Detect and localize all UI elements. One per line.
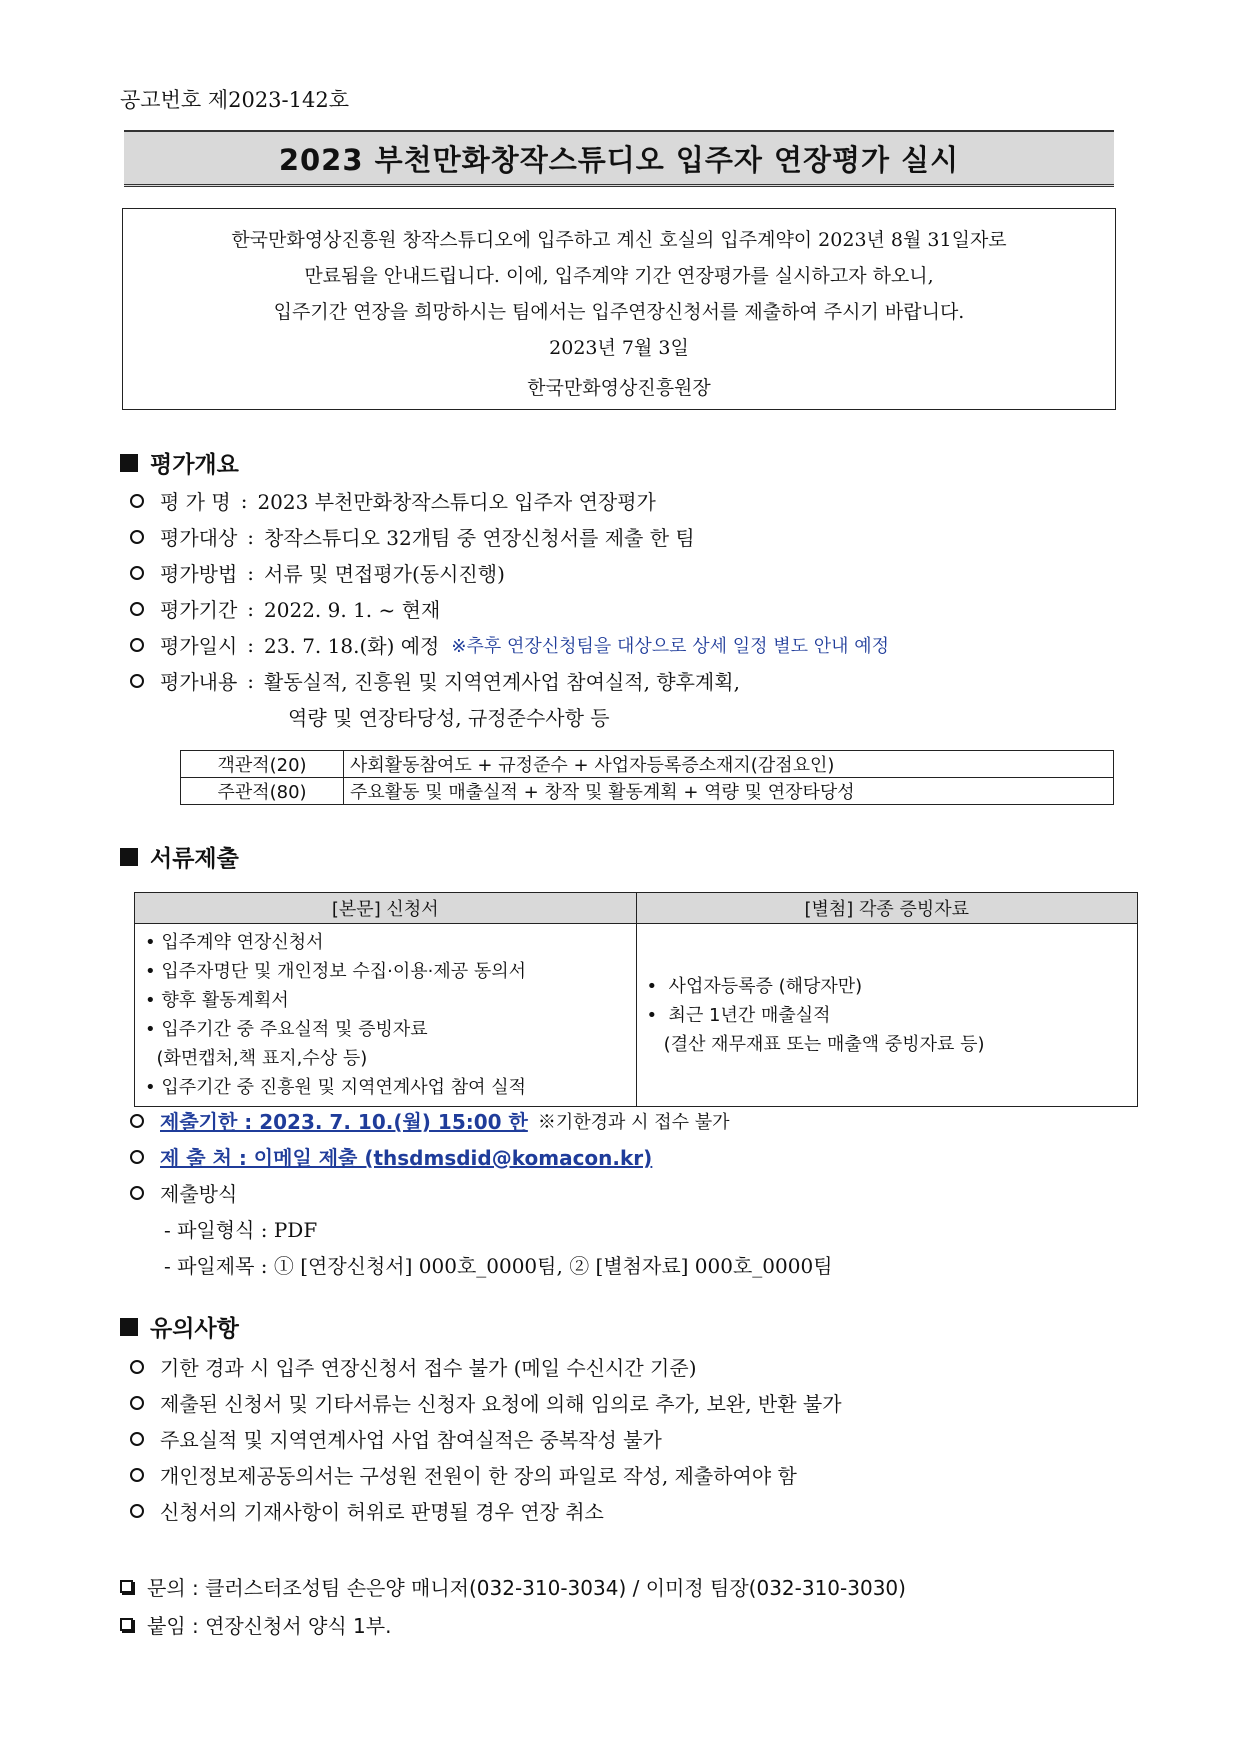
intro-line: 만료됨을 안내드립니다. 이에, 입주계약 기간 연장평가를 실시하고자 하오니, bbox=[304, 265, 934, 287]
criteria-value: 주요활동 및 매출실적 + 창작 및 활동계획 + 역량 및 연장타당성 bbox=[344, 778, 1114, 805]
circle-bullet-icon bbox=[130, 1432, 144, 1446]
circle-bullet-icon bbox=[130, 530, 144, 544]
box-bullet-icon bbox=[120, 1580, 133, 1593]
column-header: [별첨] 각종 증빙자료 bbox=[636, 893, 1138, 924]
circle-bullet-icon bbox=[130, 1150, 144, 1164]
box-bullet-icon bbox=[120, 1618, 133, 1631]
notice-number: 공고번호 제2023-142호 bbox=[120, 88, 350, 112]
evaluation-criteria-table bbox=[180, 750, 1114, 805]
method-label: 제출방식 bbox=[160, 1182, 238, 1206]
overview-item: 평가방법 : 서류 및 면접평가(동시진행) bbox=[130, 558, 505, 587]
section-heading-overview bbox=[120, 446, 239, 479]
black-square-icon bbox=[120, 454, 138, 472]
list-item: • 사업자등록증 (해당자만) bbox=[646, 975, 863, 997]
list-item: • 입주자명단 및 개인정보 수집·이용·제공 동의서 bbox=[145, 961, 527, 982]
caution-item bbox=[130, 1424, 662, 1453]
item-label: 평가일시 bbox=[160, 634, 238, 658]
section-heading-cautions bbox=[120, 1310, 239, 1343]
section-heading-text: 서류제출 bbox=[150, 846, 239, 872]
circle-bullet-icon bbox=[130, 1360, 144, 1374]
contact-text: 문의 : 클러스터조성팀 손은양 매니저(032-310-3034) / 이미정 팀장(032-310-3030) bbox=[147, 1576, 906, 1600]
contact-info bbox=[120, 1572, 906, 1601]
caution-item bbox=[130, 1460, 797, 1489]
caution-item bbox=[130, 1388, 842, 1417]
circle-bullet-icon bbox=[130, 1186, 144, 1200]
item-value: 2023 부천만화창작스튜디오 입주자 연장평가 bbox=[257, 490, 656, 514]
documents-table bbox=[134, 892, 1138, 1107]
caution-item bbox=[130, 1352, 697, 1381]
main-docs-cell bbox=[135, 924, 637, 1107]
attachment-info bbox=[120, 1610, 391, 1639]
item-value: 활동실적, 진흥원 및 지역연계사업 참여실적, 향후계획, bbox=[264, 670, 740, 694]
overview-item: 평가일시 : 23. 7. 18.(화) 예정 ※추후 연장신청팀을 대상으로 상세 일정 별도 안내 예정 bbox=[130, 630, 889, 659]
caution-text: 주요실적 및 지역연계사업 사업 참여실적은 중복작성 불가 bbox=[160, 1428, 662, 1452]
list-item: • 최근 1년간 매출실적 bbox=[646, 1004, 831, 1026]
circle-bullet-icon bbox=[130, 674, 144, 688]
email-link[interactable]: 제 출 처 : 이메일 제출 (thsdmsdid@komacon.kr) bbox=[160, 1146, 653, 1170]
list-item: (화면캡처,책 표지,수상 등) bbox=[145, 1048, 368, 1069]
overview-item: 평가대상 : 창작스튜디오 32개팀 중 연장신청서를 제출 한 팀 bbox=[130, 522, 695, 551]
method-item bbox=[130, 1178, 237, 1207]
circle-bullet-icon bbox=[130, 1468, 144, 1482]
caution-text: 개인정보제공동의서는 구성원 전원이 한 장의 파일로 작성, 제출하여야 함 bbox=[160, 1464, 797, 1488]
caution-item bbox=[130, 1496, 604, 1525]
deadline-note: ※기한경과 시 접수 불가 bbox=[537, 1111, 730, 1133]
black-square-icon bbox=[120, 1318, 138, 1336]
deadline-text: 제출기한 : 2023. 7. 10.(월) 15:00 한 bbox=[160, 1110, 528, 1134]
item-value: 역량 및 연장타당성, 규정준수사항 등 bbox=[288, 706, 610, 730]
file-name-format: - 파일제목 : ① [연장신청서] 000호_0000팀, ② [별첨자료] 000호_0000팀 bbox=[164, 1254, 833, 1278]
overview-item: 평가기간 : 2022. 9. 1. ~ 현재 bbox=[130, 594, 440, 623]
caution-text: 신청서의 기재사항이 허위로 판명될 경우 연장 취소 bbox=[160, 1500, 604, 1524]
item-label: 평가방법 bbox=[160, 562, 238, 586]
circle-bullet-icon bbox=[130, 1114, 144, 1128]
table-row bbox=[135, 924, 1138, 1107]
list-item: • 향후 활동계획서 bbox=[145, 990, 289, 1011]
overview-item-continued bbox=[288, 702, 610, 731]
item-label: 평 가 명 bbox=[160, 490, 231, 514]
circle-bullet-icon bbox=[130, 1396, 144, 1410]
table-row bbox=[181, 751, 1114, 778]
circle-bullet-icon bbox=[130, 638, 144, 652]
table-row bbox=[181, 778, 1114, 805]
list-item: (결산 재무재표 또는 매출액 중빙자료 등) bbox=[646, 1033, 985, 1055]
caution-text: 제출된 신청서 및 기타서류는 신청자 요청에 의해 임의로 추가, 보완, 반환 불가 bbox=[160, 1392, 842, 1416]
section-heading-text: 유의사항 bbox=[150, 1316, 239, 1342]
deadline-item bbox=[130, 1106, 730, 1135]
black-square-icon bbox=[120, 848, 138, 866]
table-header-row bbox=[135, 893, 1138, 924]
destination-item bbox=[130, 1142, 652, 1171]
item-label: 평가내용 bbox=[160, 670, 238, 694]
overview-item: 평 가 명 : 2023 부천만화창작스튜디오 입주자 연장평가 bbox=[130, 486, 656, 515]
criteria-key: 주관적(80) bbox=[181, 778, 344, 805]
intro-line: 입주기간 연장을 희망하시는 팀에서는 입주연장신청서를 제출하여 주시기 바랍니다. bbox=[273, 301, 965, 323]
item-value: 23. 7. 18.(화) 예정 bbox=[264, 634, 440, 658]
caution-text: 기한 경과 시 입주 연장신청서 접수 불가 (메일 수신시간 기준) bbox=[160, 1356, 697, 1380]
item-label: 평가기간 bbox=[160, 598, 238, 622]
item-value: 서류 및 면접평가(동시진행) bbox=[264, 562, 505, 586]
intro-box bbox=[122, 208, 1116, 410]
intro-issuer: 한국만화영상진흥원장 bbox=[527, 377, 711, 399]
file-format: - 파일형식 : PDF bbox=[164, 1218, 318, 1242]
page-title: 2023 부천만화창작스튜디오 입주자 연장평가 실시 bbox=[278, 142, 960, 177]
attached-docs-cell bbox=[636, 924, 1138, 1107]
overview-item: 평가내용 : 활동실적, 진흥원 및 지역연계사업 참여실적, 향후계획, bbox=[130, 666, 740, 695]
list-item: • 입주기간 중 진흥원 및 지역연계사업 참여 실적 bbox=[145, 1077, 527, 1098]
circle-bullet-icon bbox=[130, 494, 144, 508]
circle-bullet-icon bbox=[130, 1504, 144, 1518]
schedule-note: ※추후 연장신청팀을 대상으로 상세 일정 별도 안내 예정 bbox=[451, 635, 890, 657]
title-bar bbox=[124, 130, 1114, 187]
section-heading-submission bbox=[120, 840, 239, 873]
list-item: • 입주기간 중 주요실적 및 증빙자료 bbox=[145, 1019, 428, 1040]
item-value: 2022. 9. 1. ~ 현재 bbox=[264, 598, 441, 622]
attachment-text: 붙임 : 연장신청서 양식 1부. bbox=[147, 1614, 392, 1638]
intro-date: 2023년 7월 3일 bbox=[549, 337, 689, 359]
circle-bullet-icon bbox=[130, 566, 144, 580]
item-label: 평가대상 bbox=[160, 526, 238, 550]
section-heading-text: 평가개요 bbox=[150, 452, 239, 478]
circle-bullet-icon bbox=[130, 602, 144, 616]
column-header: [본문] 신청서 bbox=[135, 893, 637, 924]
criteria-value: 사회활동참여도 + 규정준수 + 사업자등록증소재지(감점요인) bbox=[344, 751, 1114, 778]
list-item: • 입주계약 연장신청서 bbox=[145, 932, 324, 953]
item-value: 창작스튜디오 32개팀 중 연장신청서를 제출 한 팀 bbox=[264, 526, 695, 550]
intro-line: 한국만화영상진흥원 창작스튜디오에 입주하고 계신 호실의 입주계약이 2023년 8월 31일자로 bbox=[231, 229, 1007, 251]
criteria-key: 객관적(20) bbox=[181, 751, 344, 778]
